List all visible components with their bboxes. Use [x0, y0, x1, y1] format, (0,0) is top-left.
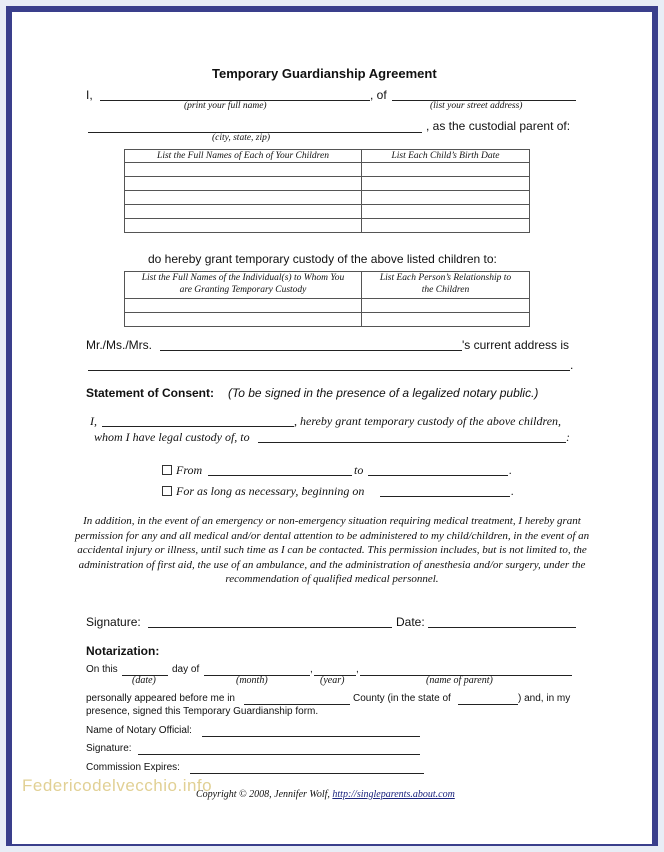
commission-label: Commission Expires:	[86, 762, 180, 773]
from-date-line[interactable]	[208, 475, 352, 476]
address-suffix: 's current address is	[462, 338, 569, 352]
address-prefix: Mr./Ms./Mrs.	[86, 338, 152, 352]
from-checkbox[interactable]	[162, 465, 172, 475]
form-title: Temporary Guardianship Agreement	[212, 66, 437, 81]
guardian-name-header	[125, 272, 362, 299]
print-name-caption: (print your full name)	[184, 101, 267, 111]
guardian-name-cell[interactable]	[125, 313, 362, 327]
child-name-cell[interactable]	[125, 205, 362, 219]
guardian-name-header-line-2: are Granting Temporary Custody	[179, 285, 307, 295]
on-this-label: On this	[86, 664, 118, 675]
consent-line2-start: whom I have legal custody of, to	[94, 430, 250, 444]
signature-line[interactable]	[148, 627, 392, 628]
of-label: , of	[370, 88, 387, 102]
street-caption: (list your street address)	[430, 101, 523, 111]
custodian-name-line[interactable]	[258, 442, 566, 443]
parent-caption: (name of parent)	[426, 675, 493, 686]
table-row	[125, 191, 530, 205]
children-birthdate-header: List Each Child’s Birth Date	[362, 150, 530, 163]
child-birthdate-cell[interactable]	[362, 205, 530, 219]
children-table	[124, 149, 530, 233]
consent-i-label: I,	[90, 414, 97, 428]
footer-link[interactable]: http://singleparents.about.com	[332, 789, 455, 800]
date-line[interactable]	[428, 627, 576, 628]
table-row	[125, 177, 530, 191]
beginning-date-line[interactable]	[380, 496, 510, 497]
date-caption: (date)	[132, 675, 156, 686]
notary-name-label: Name of Notary Official:	[86, 725, 192, 736]
year-caption: (year)	[320, 675, 345, 686]
notarization-heading: Notarization:	[86, 644, 160, 658]
long-option	[162, 484, 364, 499]
guardian-name-header-line-1: List the Full Names of the Individual(s) to Whom You	[141, 273, 345, 283]
child-name-cell[interactable]	[125, 191, 362, 205]
from-label: From	[176, 463, 203, 477]
date-label: Date:	[396, 615, 425, 629]
appeared-start: personally appeared before me in	[86, 693, 235, 704]
appeared-mid: County (in the state of	[353, 693, 451, 704]
i-label: I,	[86, 88, 93, 102]
year-comma: ,	[356, 664, 359, 675]
child-name-cell[interactable]	[125, 163, 362, 177]
form-page	[12, 12, 652, 844]
to-label: to	[354, 463, 364, 477]
guardian-relationship-cell[interactable]	[362, 299, 530, 313]
child-name-cell[interactable]	[125, 219, 362, 233]
consent-line1-end: , hereby grant temporary custody of the above children,	[294, 414, 562, 428]
child-name-cell[interactable]	[125, 177, 362, 191]
current-address-line[interactable]	[88, 370, 570, 371]
table-row	[125, 313, 530, 327]
day-of-label: day of	[172, 664, 200, 675]
signature-label: Signature:	[86, 615, 141, 629]
guardian-relationship-header-line-2: the Children	[421, 285, 470, 295]
grant-custody-text: do hereby grant temporary custody of the above listed children to:	[148, 252, 497, 266]
notary-signature-label: Signature:	[86, 743, 132, 754]
address-period: .	[570, 358, 574, 372]
child-birthdate-cell[interactable]	[362, 177, 530, 191]
custodial-parent-label: , as the custodial parent of:	[426, 119, 571, 133]
guardian-name-cell[interactable]	[125, 299, 362, 313]
guardian-relationship-header	[362, 272, 530, 299]
table-row	[125, 219, 530, 233]
presence-line: presence, signed this Temporary Guardianship form.	[86, 706, 319, 717]
consent-heading: Statement of Consent:	[86, 386, 215, 400]
parent-name-line[interactable]	[102, 426, 294, 427]
city-caption: (city, state, zip)	[212, 133, 271, 143]
guardian-relationship-cell[interactable]	[362, 313, 530, 327]
consent-note: (To be signed in the presence of a legalized notary public.)	[228, 386, 539, 400]
child-birthdate-cell[interactable]	[362, 163, 530, 177]
to-date-line[interactable]	[368, 475, 508, 476]
month-comma: ,	[310, 664, 313, 675]
consent-line2-end: :	[566, 430, 570, 444]
copyright-text	[196, 789, 455, 800]
child-birthdate-cell[interactable]	[362, 191, 530, 205]
appeared-end: ) and, in my	[518, 693, 571, 704]
state-line[interactable]	[458, 704, 518, 705]
long-period: .	[511, 484, 514, 498]
from-period: .	[509, 463, 512, 477]
guardian-table	[124, 271, 530, 327]
guardian-relationship-header-line-1: List Each Person’s Relationship to	[379, 273, 512, 283]
long-checkbox[interactable]	[162, 486, 172, 496]
table-row	[125, 205, 530, 219]
commission-expires-line[interactable]	[190, 773, 424, 774]
medical-permission-paragraph: In addition, in the event of an emergency or non-emergency situation requiring medical treatment, I hereby grant permission for any and all medical and/or dental attention to be administered to my child/children, in the event of an accidental injury or illness, until such time as I can be contacted. This permission includes, but is not limited to, the administration of first aid, the use of an ambulance, and the administration of anesthesia and/or surgery, under the recommendation of qualified medical personnel.	[74, 515, 590, 585]
children-name-header: List the Full Names of Each of Your Children	[125, 150, 362, 163]
guardian-name-line[interactable]	[160, 350, 462, 351]
month-caption: (month)	[236, 675, 268, 686]
copyright-label: Copyright © 2008, Jennifer Wolf,	[196, 789, 330, 800]
county-line[interactable]	[244, 704, 350, 705]
child-birthdate-cell[interactable]	[362, 219, 530, 233]
watermark-text: Federicodelvecchio.info	[22, 776, 213, 795]
table-row	[125, 163, 530, 177]
notary-signature-line[interactable]	[138, 754, 420, 755]
long-label: For as long as necessary, beginning on	[176, 484, 365, 498]
table-row	[125, 299, 530, 313]
notary-name-line[interactable]	[202, 736, 420, 737]
from-option	[162, 463, 202, 478]
